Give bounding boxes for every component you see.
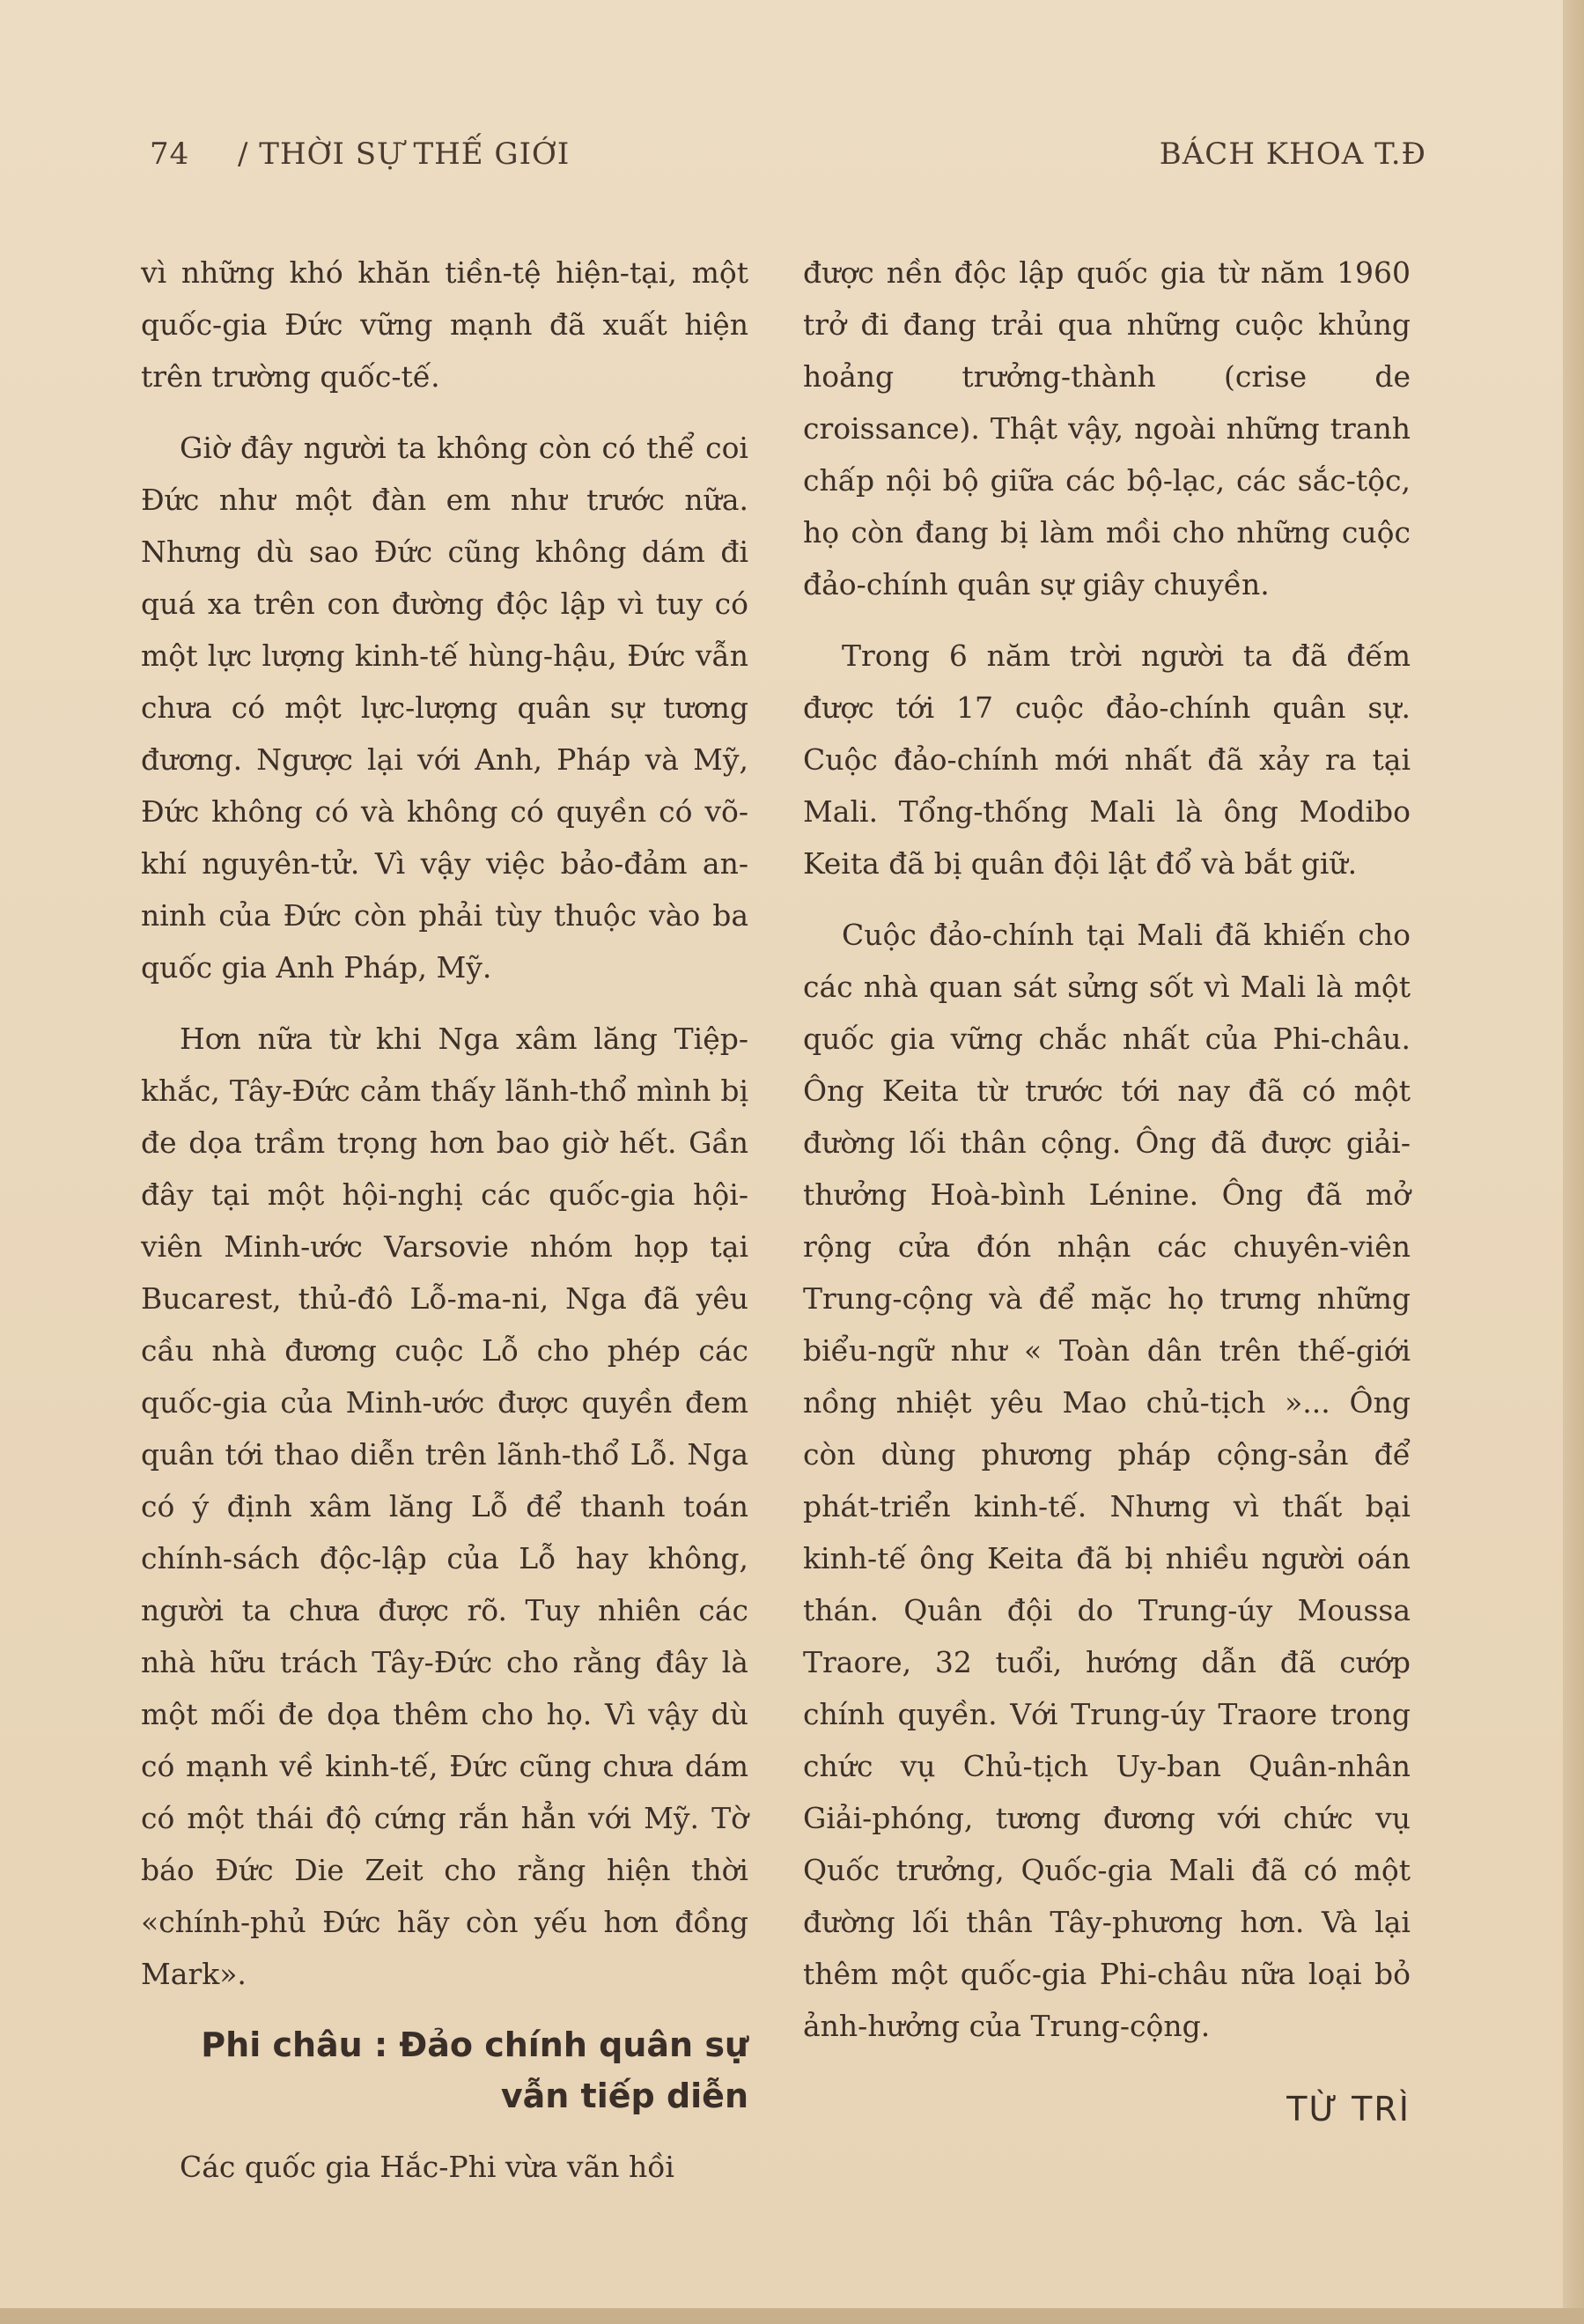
section-heading-line: Phi châu : Đảo chính quân sự xyxy=(201,2025,748,2064)
paragraph: được nền độc lập quốc gia từ năm 1960 trở đi đang trải qua những cuộc khủng hoảng trưởng-thành (crise de croissance). Thật vậy, ngoài những tranh chấp nội bộ giữa các bộ-lạc, các sắc-tộc, họ còn đang bị làm mồi cho những cuộc đảo-chính quân sự giây chuyền. xyxy=(803,255,1411,601)
paragraph: Các quốc gia Hắc-Phi vừa vãn hồi xyxy=(180,2150,674,2184)
right-column xyxy=(803,247,1411,2136)
section-heading xyxy=(141,2019,748,2121)
running-header xyxy=(150,136,1426,189)
author-signature: TỪ TRÌ xyxy=(1286,2090,1411,2128)
paragraph: Giờ đây người ta không còn có thể coi Đức như một đàn em như trước nữa. Nhưng dù sao Đức cũng không dám đi quá xa trên con đường độc lập vì tuy có một lực lượng kinh-tế hùng-hậu, Đức vẫn chưa có một lực-lượng quân sự tương đương. Ngược lại với Anh, Pháp và Mỹ, Đức không có và không có quyền có võ-khí nguyên-tử. Vì vậy việc bảo-đảm an-ninh của Đức còn phải tùy thuộc vào ba quốc gia Anh Pháp, Mỹ. xyxy=(141,431,748,985)
page-number: 74 xyxy=(150,136,190,172)
paragraph: Trong 6 năm trời người ta đã đếm được tới 17 cuộc đảo-chính quân sự. Cuộc đảo-chính mới nhất đã xảy ra tại Mali. Tổng-thống Mali là ông Modibo Keita đã bị quân đội lật đổ và bắt giữ. xyxy=(803,638,1411,881)
page-edge xyxy=(1563,0,1584,2324)
publication-title: BÁCH KHOA T.Đ xyxy=(1159,136,1426,172)
paragraph: Cuộc đảo-chính tại Mali đã khiến cho các nhà quan sát sửng sốt vì Mali là một quốc gia vững chắc nhất của Phi-châu. Ông Keita từ trước tới nay đã có một đường lối thân cộng. Ông đã được giải-thưởng Hoà-bình Lénine. Ông đã mở rộng cửa đón nhận các chuyên-viên Trung-cộng và để mặc họ trưng những biểu-ngữ như « Toàn dân trên thế-giới nồng nhiệt yêu Mao chủ-tịch »... Ông còn dùng phương pháp cộng-sản để phát-triển kinh-tế. Nhưng vì thất bại kinh-tế ông Keita đã bị nhiều người oán thán. Quân đội do Trung-úy Moussa Traore, 32 tuổi, hướng dẫn đã cướp chính quyền. Với Trung-úy Traore trong chức vụ Chủ-tịch Uy-ban Quân-nhân Giải-phóng, tương đương với chức vụ Quốc trưởng, Quốc-gia Mali đã có một đường lối thân Tây-phương hơn. Và lại thêm một quốc-gia Phi-châu nữa loại bỏ ảnh-hưởng của Trung-cộng. xyxy=(803,918,1411,2043)
left-column xyxy=(141,247,748,2212)
section-title: / THỜI SỰ THẾ GIỚI xyxy=(238,136,571,172)
paragraph: Hơn nữa từ khi Nga xâm lăng Tiệp-khắc, Tây-Đức cảm thấy lãnh-thổ mình bị đe dọa trầm trọng hơn bao giờ hết. Gần đây tại một hội-nghị các quốc-gia hội-viên Minh-ước Varsovie nhóm họp tại Bucarest, thủ-đô Lỗ-ma-ni, Nga đã yêu cầu nhà đương cuộc Lỗ cho phép các quốc-gia của Minh-ước được quyền đem quân tới thao diễn trên lãnh-thổ Lỗ. Nga có ý định xâm lăng Lỗ để thanh toán chính-sách độc-lập của Lỗ hay không, người ta chưa được rõ. Tuy nhiên các nhà hữu trách Tây-Đức cho rằng đây là một mối đe dọa thêm cho họ. Vì vậy dù có mạnh về kinh-tế, Đức cũng chưa dám có một thái độ cứng rắn hẳn với Mỹ. Tờ báo Đức Die Zeit cho rằng hiện thời «chính-phủ Đức hãy còn yếu hơn đồng Mark». xyxy=(141,1022,748,1991)
section-heading-line: vẫn tiếp diễn xyxy=(500,2077,748,2115)
bottom-strip xyxy=(0,2308,1584,2324)
paragraph: vì những khó khăn tiền-tệ hiện-tại, một quốc-gia Đức vững mạnh đã xuất hiện trên trường quốc-tế. xyxy=(141,255,748,394)
